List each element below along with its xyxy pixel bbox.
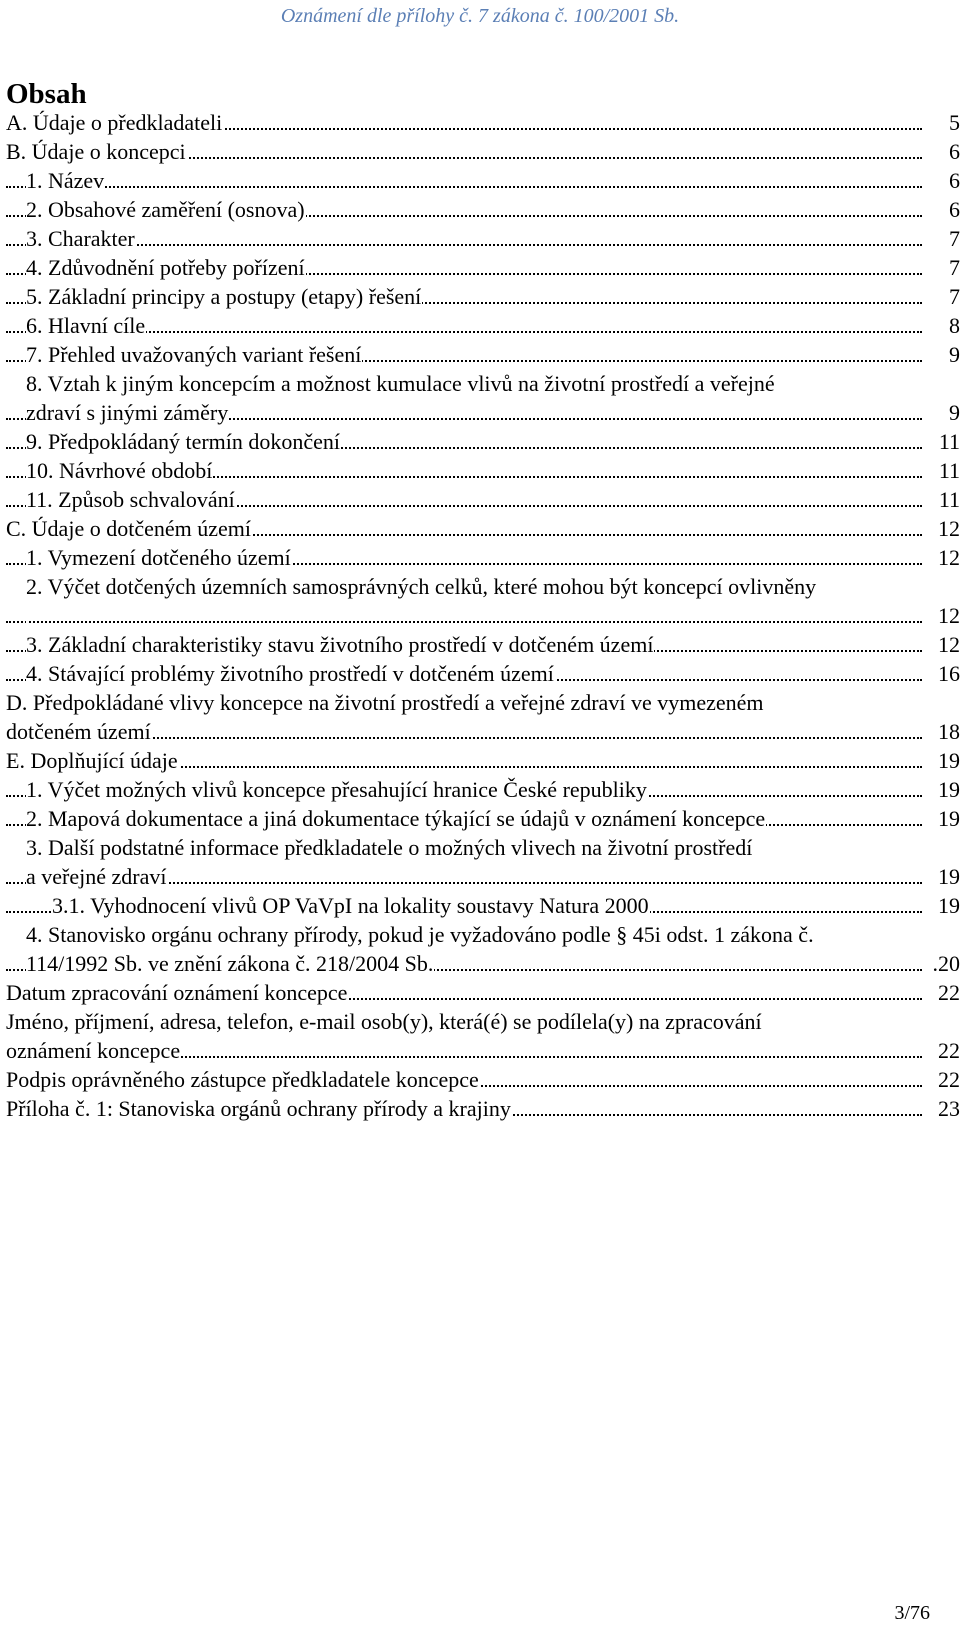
- toc-entry-c1[interactable]: [6, 543, 960, 572]
- toc-entry-b7[interactable]: [6, 340, 960, 369]
- toc-entry-text: Jméno, příjmení, adresa, telefon, e-mail osob(y), která(é) se podílela(y) na zpracování: [6, 1009, 762, 1034]
- toc-entry-text: Podpis oprávněného zástupce předkladatele koncepce: [6, 1067, 479, 1092]
- toc-entry-text: 114/1992 Sb. ve znění zákona č. 218/2004 Sb.: [26, 951, 434, 976]
- toc-entry-e3-1[interactable]: [6, 891, 960, 920]
- toc-entry-e4-line2[interactable]: [6, 949, 960, 978]
- toc-page-number: 19: [938, 806, 960, 831]
- toc-entry-a[interactable]: [6, 108, 960, 137]
- toc-page-number: .20: [932, 951, 960, 976]
- toc-entry-text: C. Údaje o dotčeném území: [6, 516, 251, 541]
- toc-entry-text: 4. Zdůvodnění potřeby pořízení: [26, 255, 305, 280]
- toc-page-number: 12: [938, 632, 960, 657]
- toc-page-number: 12: [938, 516, 960, 541]
- toc-page-number: 22: [938, 1067, 960, 1092]
- toc-entry-b8-line1[interactable]: [6, 369, 960, 398]
- page-indicator: 3/76: [894, 1602, 930, 1624]
- toc-entry-e3-line1[interactable]: [6, 833, 960, 862]
- toc-page-number: 12: [938, 545, 960, 570]
- toc-entry-b3[interactable]: [6, 224, 960, 253]
- toc-entry-text: 3. Další podstatné informace předkladatele o možných vlivech na životní prostředí: [26, 835, 753, 860]
- toc-entry-priloha[interactable]: [6, 1094, 960, 1123]
- toc-entry-text: A. Údaje o předkladateli: [6, 110, 223, 135]
- toc-entry-text: dotčeném území: [6, 719, 151, 744]
- toc-entry-c2-line2[interactable]: [6, 601, 960, 630]
- toc-entry-b6[interactable]: [6, 311, 960, 340]
- toc-entry-b5[interactable]: [6, 282, 960, 311]
- toc-entry-text: a veřejné zdraví: [26, 864, 167, 889]
- toc-page-number: 16: [938, 661, 960, 686]
- toc-page-number: 7: [949, 255, 960, 280]
- toc-entry-text: 4. Stanovisko orgánu ochrany přírody, pokud je vyžadováno podle § 45i odst. 1 zákona č.: [26, 922, 814, 947]
- toc-title: Obsah: [6, 78, 87, 110]
- toc-page-number: 6: [949, 197, 960, 222]
- toc-page-number: 19: [938, 893, 960, 918]
- toc-entry-text: 2. Výčet dotčených územních samosprávných celků, které mohou být koncepcí ovlivněny: [26, 574, 817, 599]
- toc-entry-text: 4. Stávající problémy životního prostředí v dotčeném území: [26, 661, 554, 686]
- toc-page-number: 22: [938, 1038, 960, 1063]
- toc-entry-text: 2. Obsahové zaměření (osnova): [26, 197, 305, 222]
- toc-entry-text: B. Údaje o koncepci: [6, 139, 186, 164]
- toc-page-number: 6: [949, 139, 960, 164]
- toc-entry-text: 1. Vymezení dotčeného území: [26, 545, 291, 570]
- toc-entry-text: 8. Vztah k jiným koncepcím a možnost kumulace vlivů na životní prostředí a veřejné: [26, 371, 775, 396]
- toc-page-number: 7: [949, 284, 960, 309]
- toc-entry-e1[interactable]: [6, 775, 960, 804]
- toc-page-number: 11: [938, 487, 960, 512]
- toc-entry-text: E. Doplňující údaje: [6, 748, 178, 773]
- toc-page-number: 7: [949, 226, 960, 251]
- toc-entry-c2-line1[interactable]: [6, 572, 960, 601]
- toc-page-number: 9: [949, 400, 960, 425]
- toc-page-number: 18: [938, 719, 960, 744]
- toc-page-number: 5: [949, 110, 960, 135]
- toc-entry-text: 3. Základní charakteristiky stavu životního prostředí v dotčeném území: [26, 632, 654, 657]
- toc-entry-b9[interactable]: [6, 427, 960, 456]
- toc-entry-text: D. Předpokládané vlivy koncepce na životní prostředí a veřejné zdraví ve vymezeném: [6, 690, 764, 715]
- toc-entry-text: Příloha č. 1: Stanoviska orgánů ochrany přírody a krajiny: [6, 1096, 511, 1121]
- toc-entry-b8-line2[interactable]: [6, 398, 960, 427]
- toc-entry-text: zdraví s jinými záměry: [26, 400, 229, 425]
- toc-entry-text: 6. Hlavní cíle: [26, 313, 146, 338]
- toc-entry-text: 10. Návrhové období: [26, 458, 213, 483]
- toc-page-number: 11: [938, 458, 960, 483]
- running-header: Oznámení dle přílohy č. 7 zákona č. 100/2001 Sb.: [280, 5, 680, 27]
- toc-entry-c3[interactable]: [6, 630, 960, 659]
- toc-page-number: 23: [938, 1096, 960, 1121]
- toc-page-number: 11: [938, 429, 960, 454]
- toc-entry-jmeno-line1[interactable]: [6, 1007, 960, 1036]
- toc-entry-text: 7. Přehled uvažovaných variant řešení: [26, 342, 362, 367]
- toc-entry-text: 1. Výčet možných vlivů koncepce přesahující hranice České republiky: [26, 777, 647, 802]
- toc-entry-b4[interactable]: [6, 253, 960, 282]
- toc-entry-e4-line1[interactable]: [6, 920, 960, 949]
- toc-entry-c[interactable]: [6, 514, 960, 543]
- toc-entry-b[interactable]: [6, 137, 960, 166]
- toc-entry-b10[interactable]: [6, 456, 960, 485]
- toc-page-number: 6: [949, 168, 960, 193]
- toc-entry-text: 11. Způsob schvalování: [26, 487, 235, 512]
- table-of-contents: [6, 108, 960, 1123]
- toc-entry-text: [26, 603, 27, 628]
- toc-entry-e3-line2[interactable]: [6, 862, 960, 891]
- toc-entry-text: 3. Charakter: [26, 226, 135, 251]
- toc-entry-jmeno-line2[interactable]: [6, 1036, 960, 1065]
- toc-page-number: 19: [938, 777, 960, 802]
- toc-entry-text: 9. Předpokládaný termín dokončení: [26, 429, 341, 454]
- toc-entry-text: 2. Mapová dokumentace a jiná dokumentace týkající se údajů v oznámení koncepce: [26, 806, 766, 831]
- toc-entry-datum[interactable]: [6, 978, 960, 1007]
- toc-entry-text: 5. Základní principy a postupy (etapy) řešení: [26, 284, 422, 309]
- toc-entry-d-line2[interactable]: [6, 717, 960, 746]
- toc-entry-text: oznámení koncepce: [6, 1038, 181, 1063]
- toc-entry-podpis[interactable]: [6, 1065, 960, 1094]
- toc-entry-c4[interactable]: [6, 659, 960, 688]
- toc-entry-d-line1[interactable]: [6, 688, 960, 717]
- toc-page-number: 12: [938, 603, 960, 628]
- toc-entry-text: 3.1. Vyhodnocení vlivů OP VaVpI na lokality soustavy Natura 2000: [52, 893, 649, 918]
- toc-entry-e[interactable]: [6, 746, 960, 775]
- toc-entry-b11[interactable]: [6, 485, 960, 514]
- toc-page-number: 19: [938, 864, 960, 889]
- toc-page-number: 22: [938, 980, 960, 1005]
- toc-page-number: 9: [949, 342, 960, 367]
- toc-entry-b2[interactable]: [6, 195, 960, 224]
- toc-entry-text: 1. Název: [26, 168, 105, 193]
- toc-entry-text: Datum zpracování oznámení koncepce: [6, 980, 348, 1005]
- toc-page-number: 8: [949, 313, 960, 338]
- toc-page-number: 19: [938, 748, 960, 773]
- toc-entry-b1[interactable]: [6, 166, 960, 195]
- toc-entry-e2[interactable]: [6, 804, 960, 833]
